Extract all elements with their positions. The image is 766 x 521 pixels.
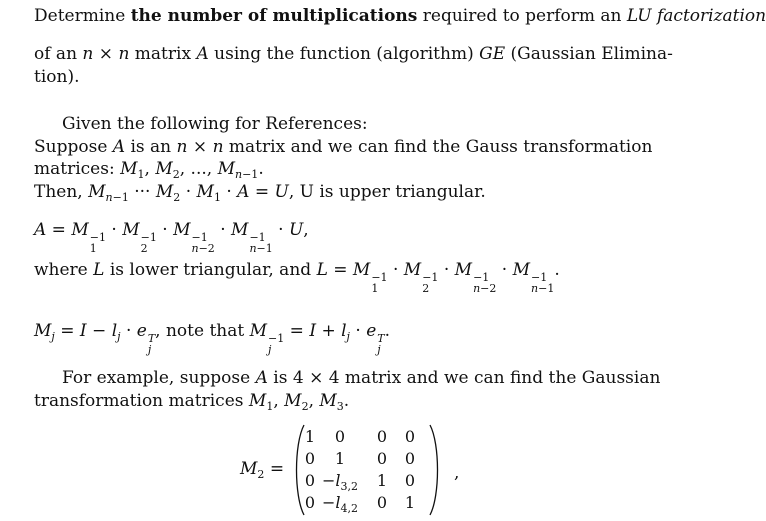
text: using the function (algorithm) (214, 44, 474, 64)
intro-text: Determine (34, 6, 126, 26)
matrix-cell: 0 (404, 471, 416, 490)
lu-factorization: LU factorization (626, 6, 766, 26)
text: note that (165, 321, 245, 341)
text: matrix and we can find the Gauss transformation (228, 137, 653, 157)
equation-l: where L is lower triangular, and L = M −1 1 · M −1 2 · M −1 n−2 · M −1 n−1 . (34, 260, 560, 295)
matrix-cell: 0 (404, 449, 416, 468)
matrix-cell: 0 (376, 449, 388, 468)
matrix-cell: 0 (304, 493, 316, 512)
matrix-comma: , (454, 463, 460, 483)
math-n: n (118, 44, 130, 64)
rest-text: required to perform an (422, 6, 622, 26)
example-line-1: For example, suppose A is 4 × 4 matrix and we can find the Gaussian (62, 368, 661, 388)
text: tion). (34, 67, 80, 87)
ge-function: GE (479, 44, 506, 64)
text: matrices: (34, 159, 115, 179)
text: (Gaussian Elimina- (510, 44, 673, 64)
text: of an (34, 44, 78, 64)
problem-line-2: of an n × n matrix A using the function (algorithm) GE (Gaussian Elimina- (34, 44, 673, 64)
right-paren (428, 424, 442, 516)
math-A: A (196, 44, 209, 64)
matrix-label: $M_2$ = (240, 459, 285, 481)
references-line-1: Suppose A is an n × n matrix and we can find the Gauss transformation (34, 137, 653, 157)
text: 2 (257, 468, 265, 481)
math-A: A (112, 137, 126, 157)
references-line-3: Then, $M_{n-1}$ ··· $M_2 \cdot M_1 \cdot A = U$, U is upper triangular. (34, 182, 486, 204)
bold-phrase: the number of multiplications (130, 6, 418, 26)
matrix-cell: 0 (304, 449, 316, 468)
matrix-cell: $-l_{3,2}$ (321, 471, 359, 493)
problem-line-3 (34, 66, 80, 88)
text: M (240, 459, 258, 479)
text: is 4 × 4 matrix and we can find the Gaussian (273, 368, 661, 388)
references-heading: Given the following for References: (62, 114, 368, 134)
math-n: n (82, 44, 94, 64)
text: where (34, 260, 88, 280)
matrix-cell: 1 (334, 449, 346, 468)
matrix-cell: 0 (376, 427, 388, 446)
equation-a: A = M −1 1 · M −1 2 · M −1 n−2 · M −1 n−1 · U, (34, 220, 309, 255)
text: Then, (34, 182, 83, 202)
text: For example, suppose (62, 368, 251, 388)
matrix-cell: 1 (376, 471, 388, 490)
text: matrix (134, 44, 192, 64)
matrix-cell: 1 (304, 427, 316, 446)
text: Suppose (34, 137, 108, 157)
equation-mj: $M_j = I - l_j \cdot e$ T j , note that M −1 j = $I + l_j \cdot e$ T j . (34, 321, 390, 356)
matrix-cell: 0 (304, 471, 316, 490)
problem-line-1 (34, 5, 766, 27)
matrix-cell: 0 (376, 493, 388, 512)
text: is lower triangular, and (109, 260, 312, 280)
text: is an (130, 137, 172, 157)
matrix-cell: $-l_{4,2}$ (321, 493, 359, 515)
example-line-2: transformation matrices $M_1$, $M_2$, $M_3$. (34, 391, 350, 413)
matrix-cell: 0 (334, 427, 346, 446)
matrix-cell: 1 (404, 493, 416, 512)
math-n: n (212, 137, 224, 157)
references-line-2: matrices: $M_1$, $M_2$, ..., $M_{n-1}$. (34, 159, 264, 181)
matrix-cell: 0 (404, 427, 416, 446)
text: transformation matrices (34, 391, 244, 411)
math-n: n (176, 137, 188, 157)
text: U is upper triangular. (299, 182, 486, 202)
